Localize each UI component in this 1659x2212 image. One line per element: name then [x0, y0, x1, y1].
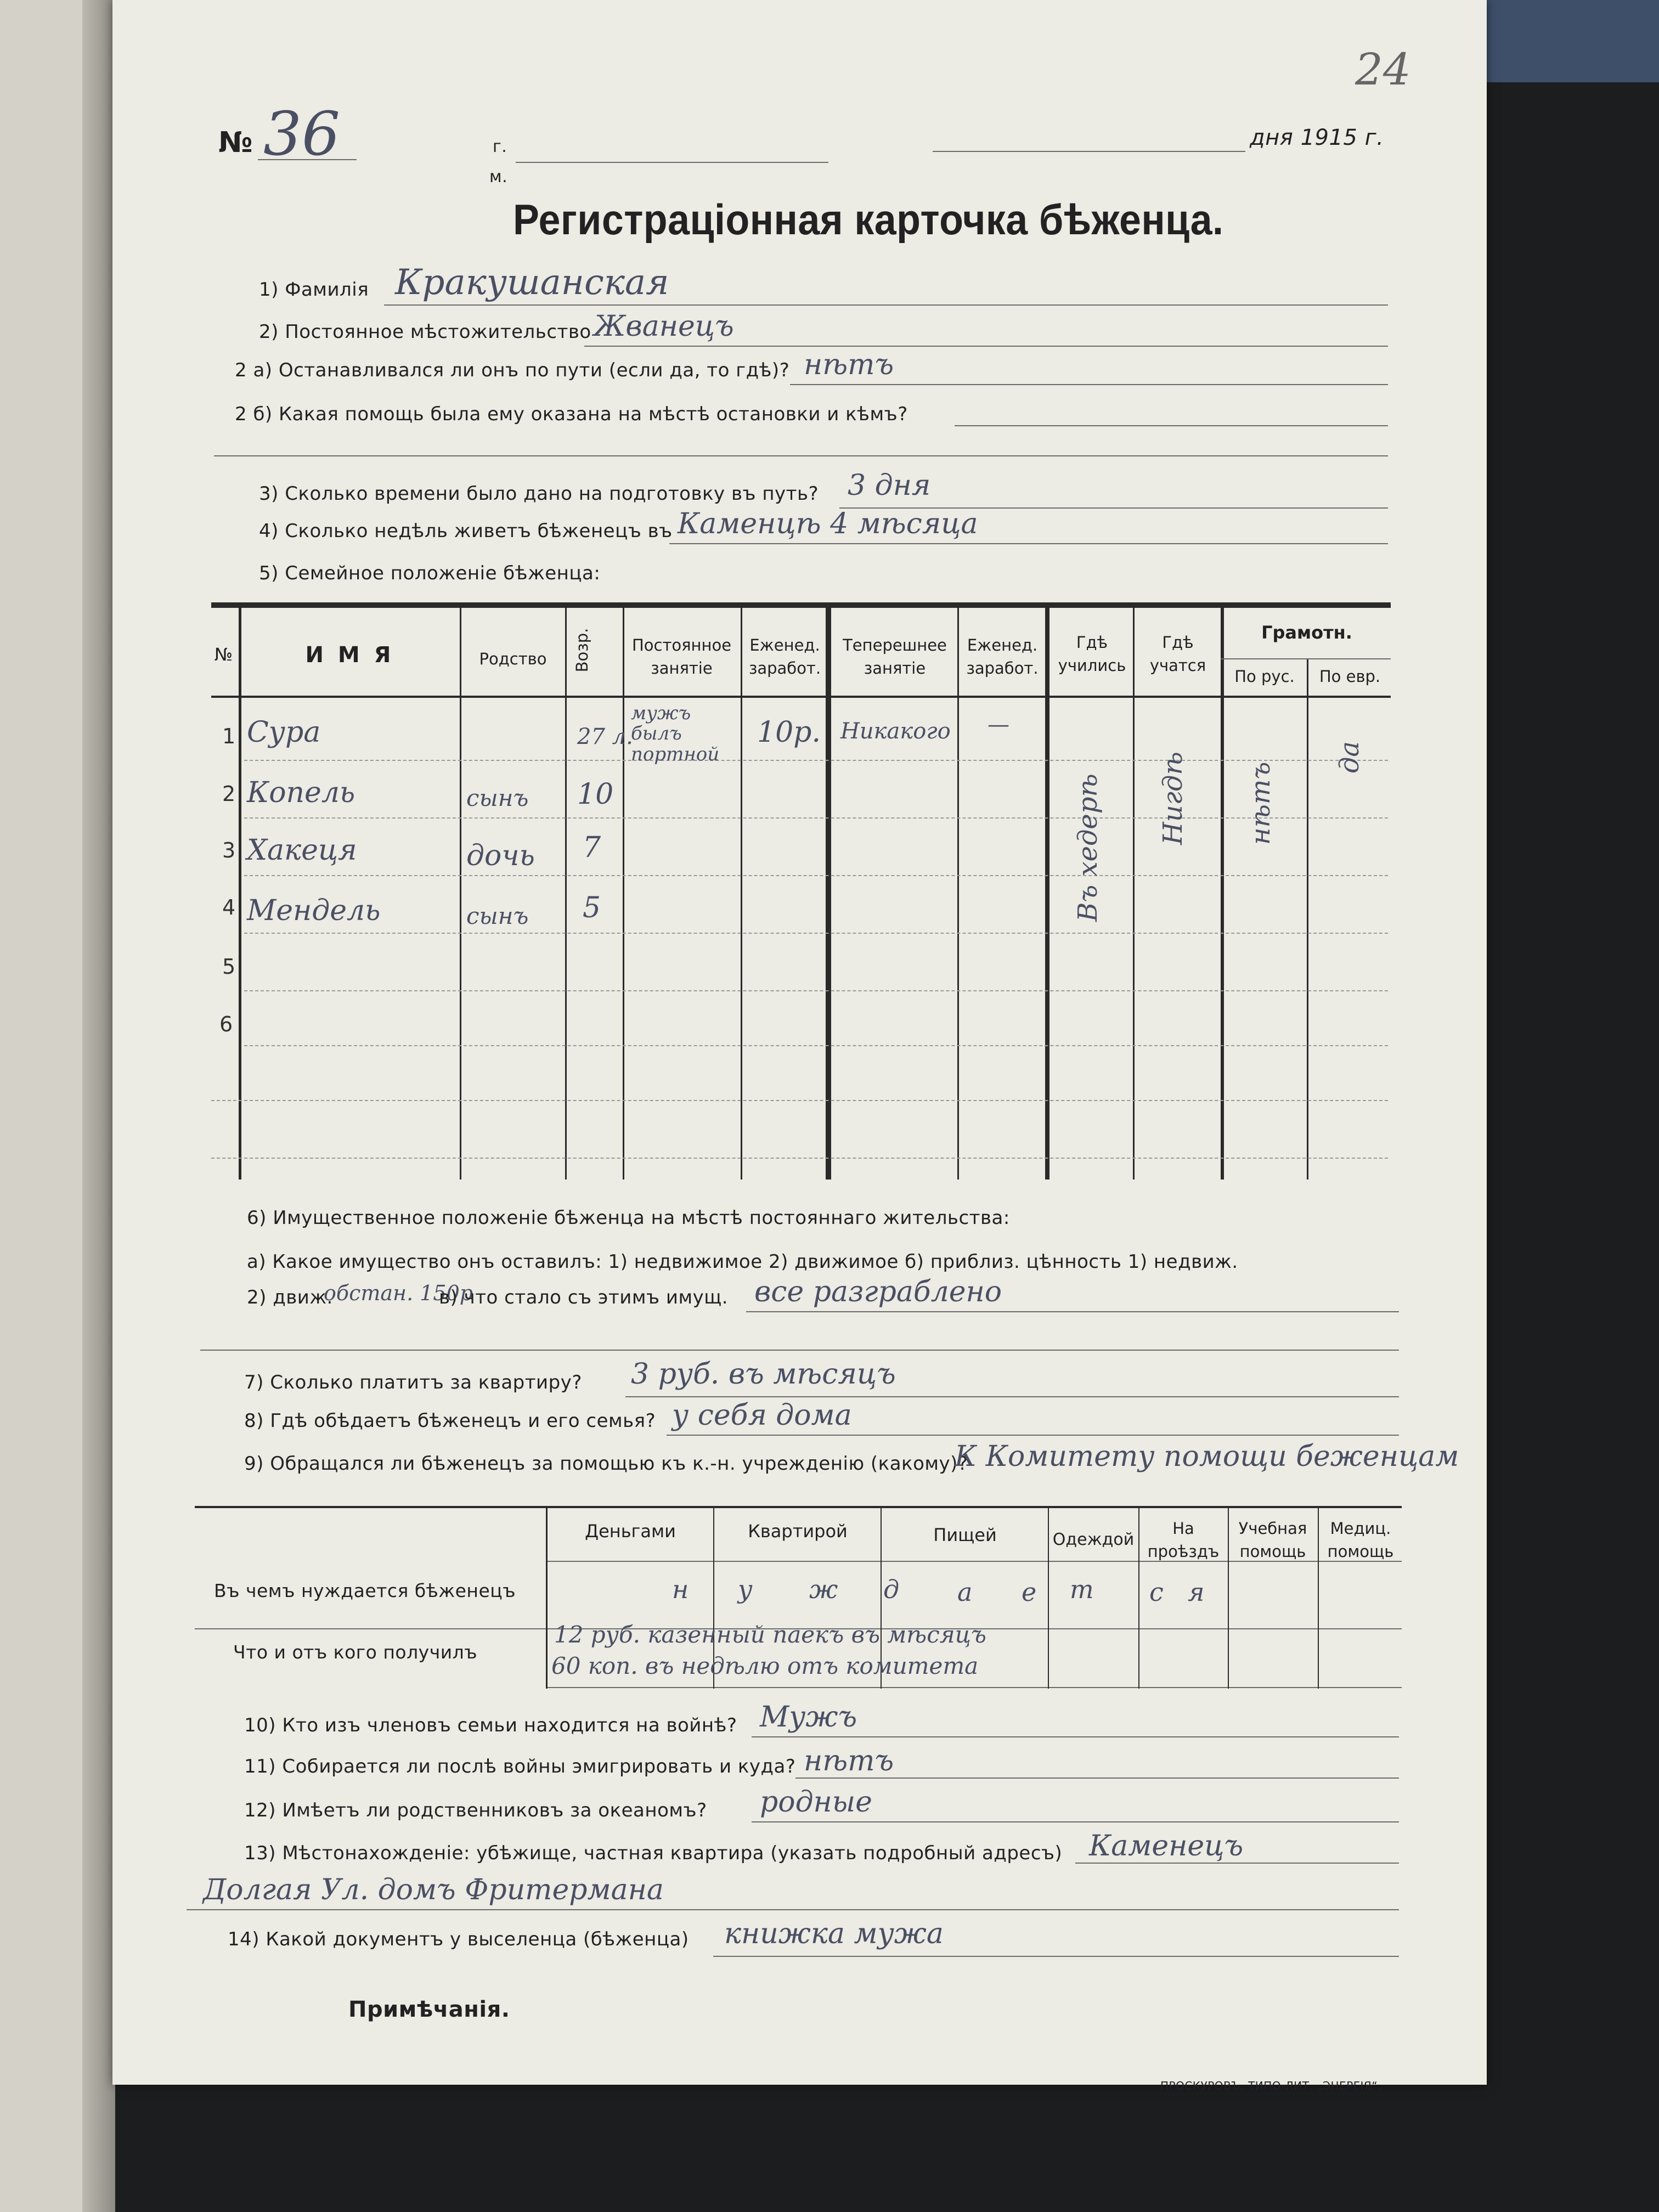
needs-table-bottom-rule: [548, 1687, 1402, 1688]
q2-label: 2) Постоянное мѣстожительство: [259, 321, 591, 343]
member-age: 27 л.: [577, 724, 633, 749]
col-sep-7: [957, 606, 959, 1180]
needs-th-housing: Квартирой: [748, 1521, 848, 1542]
th-weekly-pay-2: Еженед. заработ.: [966, 636, 1039, 678]
col-sep-11: [1307, 658, 1308, 1180]
member-weekly-pay-2: —: [988, 712, 1009, 737]
notes-heading: Примѣчанія.: [348, 1997, 510, 2022]
needs-letter: ж: [809, 1575, 838, 1604]
needs-letter: с: [1149, 1577, 1164, 1607]
needs-letter: т: [1070, 1575, 1094, 1604]
city-line: [516, 162, 828, 163]
q6b-label-1: 2) движ.: [247, 1286, 333, 1308]
col-sep-6: [826, 606, 831, 1180]
row-rule: [244, 875, 1388, 876]
q1-label: 1) Фамилія: [259, 279, 369, 301]
needs-letter: е: [1022, 1577, 1037, 1607]
q6-line-extra: [200, 1350, 1399, 1351]
card-number-label: №: [218, 126, 253, 159]
card-number-value: 36: [263, 99, 340, 169]
received-line-1: 12 руб. казенный паекъ въ мѣсяцъ: [554, 1621, 986, 1648]
q2b-line-2: [214, 455, 1388, 456]
q1-line: [384, 304, 1388, 306]
row-rule: [244, 760, 1388, 761]
q14-answer: книжка мужа: [724, 1917, 944, 1950]
q2a-line: [790, 384, 1388, 385]
q11-line: [795, 1778, 1399, 1779]
q10-label: 10) Кто изъ членовъ семьи находится на войнѣ?: [244, 1714, 737, 1736]
q8-answer: у себя дома: [672, 1399, 852, 1432]
q2b-label: 2 б) Какая помощь была ему оказана на мѣстѣ остановки и кѣмъ?: [235, 403, 908, 425]
member-relation: сынъ: [466, 902, 529, 929]
q14-label: 14) Какой документъ у выселенца (бѣженца): [228, 1928, 689, 1950]
q4-answer: Каменцѣ 4 мѣсяца: [678, 507, 978, 540]
q6-label: 6) Имущественное положеніе бѣженца на мѣстѣ постояннаго жительства:: [247, 1207, 1010, 1229]
row-number: 3: [222, 838, 236, 862]
row-number: 5: [222, 955, 236, 979]
q6b-value-1: обстан. 150р: [324, 1281, 473, 1305]
q2-answer: Жванецъ: [594, 310, 734, 343]
binder-edge: [82, 0, 115, 2212]
received-row-label: Что и отъ кого получилъ: [233, 1641, 478, 1663]
q12-label: 12) Имѣетъ ли родственниковъ за океаномъ?: [244, 1799, 707, 1821]
row-rule: [244, 933, 1388, 934]
city-g-label: г.: [493, 137, 507, 156]
q13-answer-2: Долгая Ул. домъ Фритермана: [203, 1874, 664, 1906]
needs-letter: я: [1188, 1577, 1205, 1607]
q6a-label: а) Какое имущество онъ оставилъ: 1) недвижимое 2) движимое б) приблиз. цѣнность 1) недвиж.: [247, 1251, 1238, 1273]
q6b-line: [746, 1311, 1399, 1312]
row-number: 1: [222, 724, 236, 748]
q7-answer: 3 руб. въ мѣсяцъ: [631, 1358, 896, 1391]
printer-imprint: ПРОСКУРОВЪ. ТИПО-ЛИТ. „ЭНЕРГІЯ“.: [1160, 2079, 1381, 2092]
literacy-subrule: [1221, 658, 1391, 659]
col-sep-5: [741, 606, 742, 1180]
q3-label: 3) Сколько времени было дано на подготовку въ путь?: [259, 483, 819, 505]
needs-th-clothing: Одеждой: [1052, 1530, 1135, 1549]
member-relation: дочь: [466, 839, 535, 872]
literacy-rus-note: нѣтъ: [1245, 761, 1276, 845]
member-age: 7: [583, 831, 601, 864]
member-name: Хакеця: [247, 834, 357, 867]
member-age: 5: [583, 891, 601, 924]
th-name: И М Я: [305, 642, 394, 668]
needs-th-food: Пищей: [933, 1525, 997, 1545]
date-line: [933, 151, 1245, 152]
q11-answer: нѣтъ: [804, 1745, 894, 1778]
card-number-underline: [258, 159, 357, 160]
q8-label: 8) Гдѣ обѣдаетъ бѣженецъ и его семья?: [244, 1410, 656, 1432]
q4-line: [669, 543, 1388, 544]
q8-line: [667, 1435, 1399, 1436]
q13-answer: Каменецъ: [1089, 1830, 1244, 1863]
q2-line: [584, 346, 1388, 347]
row-rule: [211, 1100, 1388, 1101]
col-sep-4: [623, 606, 624, 1180]
row-rule: [244, 817, 1388, 819]
th-current-occupation: Теперешнее занятіе: [843, 636, 947, 678]
page-number: 24: [1355, 44, 1411, 95]
th-permanent-occupation: Постоянное занятіе: [631, 636, 732, 678]
q5-label: 5) Семейное положеніе бѣженца:: [259, 562, 601, 584]
member-name: Мендель: [247, 894, 381, 927]
needs-letter: д: [883, 1575, 900, 1604]
received-line-2: 60 коп. въ недѣлю отъ комитета: [551, 1652, 979, 1679]
q13-line: [1075, 1863, 1399, 1864]
needs-table-top-rule: [195, 1506, 1402, 1508]
q6b-answer: все разграблено: [754, 1276, 1002, 1308]
q3-answer: 3 дня: [848, 469, 931, 502]
member-name: Копель: [247, 776, 356, 809]
q13-label: 13) Мѣстонахожденіе: убѣжище, частная квартира (указать подробный адресъ): [244, 1842, 1063, 1864]
needs-col-sep: [546, 1508, 548, 1689]
member-age: 10: [577, 778, 614, 811]
q7-label: 7) Сколько платитъ за квартиру?: [244, 1372, 582, 1393]
col-sep-3: [565, 606, 567, 1180]
col-sep-10: [1221, 606, 1224, 1180]
th-literacy: Грамотн.: [1261, 622, 1352, 643]
th-no: №: [214, 644, 233, 665]
row-rule: [244, 990, 1388, 991]
th-literacy-rus: По рус.: [1234, 667, 1295, 686]
city-m-label: м.: [489, 167, 508, 187]
q2a-label: 2 а) Останавливался ли онъ по пути (если да, то гдѣ)?: [235, 359, 790, 381]
needs-letter: а: [957, 1577, 973, 1607]
q1-answer: Кракушанская: [395, 262, 669, 303]
q13-line-2: [187, 1909, 1399, 1910]
th-relation: Родство: [479, 650, 547, 668]
q9-answer: К Комитету помощи беженцам: [955, 1440, 1459, 1473]
page-title: Регистрацiонная карточка бѣженца.: [513, 195, 1224, 244]
member-name: Сура: [247, 716, 321, 749]
member-weekly-pay: 10р.: [757, 716, 821, 749]
q10-line: [752, 1736, 1399, 1737]
needs-th-travel: На проѣздъ: [1147, 1519, 1220, 1561]
q14-line: [713, 1956, 1399, 1957]
row-rule: [211, 1158, 1388, 1159]
q12-answer: родные: [760, 1786, 872, 1819]
where-studying-note: Нигдѣ: [1158, 752, 1188, 845]
needs-col-sep: [1138, 1508, 1139, 1689]
row-number: 6: [219, 1012, 233, 1036]
literacy-evr-note: да: [1334, 741, 1365, 774]
row-number: 2: [222, 782, 236, 806]
member-relation: сынъ: [466, 785, 529, 811]
col-sep-2: [460, 606, 461, 1180]
q6b-label-2: в) что стало съ этимъ имущ.: [439, 1286, 729, 1308]
member-permanent-occupation: мужъ былъ портной: [631, 702, 720, 765]
q9-label: 9) Обращался ли бѣженецъ за помощью къ к.-н. учрежденію (какому)?: [244, 1453, 968, 1475]
needs-letter: н: [672, 1575, 689, 1604]
th-weekly-pay-1: Еженед. заработ.: [748, 636, 821, 678]
th-literacy-evr: По евр.: [1319, 667, 1381, 686]
family-table-header-rule: [211, 696, 1391, 698]
th-where-studied: Гдѣ учились: [1058, 633, 1126, 675]
where-studied-note: Въ хедерѣ: [1073, 774, 1103, 922]
col-sep-9: [1133, 606, 1135, 1180]
date-label: дня 1915 г.: [1250, 125, 1384, 150]
needs-row-label: Въ чемъ нуждается бѣженецъ: [214, 1580, 516, 1601]
family-table-top-rule: [211, 602, 1391, 608]
col-sep-1: [239, 606, 241, 1180]
q2b-line-1: [955, 425, 1388, 426]
needs-letter: у: [738, 1575, 753, 1604]
q12-line: [752, 1821, 1399, 1822]
needs-th-education: Учебная помощь: [1238, 1519, 1307, 1561]
needs-th-money: Деньгами: [585, 1521, 676, 1542]
q4-label: 4) Сколько недѣль живетъ бѣженецъ въ: [259, 520, 673, 542]
q10-answer: Мужъ: [760, 1701, 857, 1734]
col-sep-8: [1045, 606, 1049, 1180]
th-age: Возр.: [573, 628, 591, 673]
row-number: 4: [222, 895, 236, 919]
th-where-studying: Гдѣ учатся: [1149, 633, 1206, 675]
q2a-answer: нѣтъ: [804, 348, 894, 381]
q7-line: [625, 1396, 1399, 1397]
needs-th-medical: Медиц. помощь: [1327, 1519, 1394, 1561]
q11-label: 11) Собирается ли послѣ войны эмигрировать и куда?: [244, 1756, 796, 1778]
row-rule: [244, 1045, 1388, 1046]
member-current-occupation: Никакого: [840, 719, 951, 744]
needs-col-sep: [1318, 1508, 1319, 1689]
